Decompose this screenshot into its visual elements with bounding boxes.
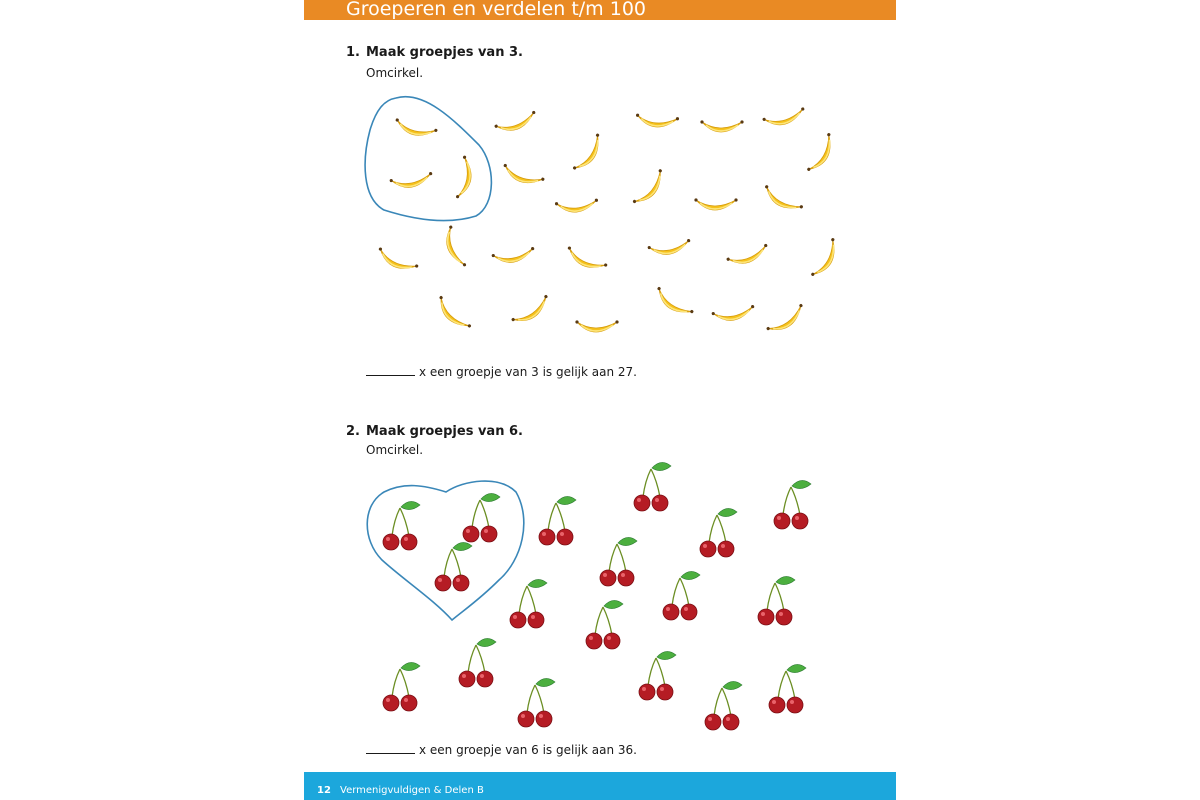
cherry-pair-icon	[518, 678, 555, 727]
group-outline	[367, 481, 524, 620]
cherry-pair-icon	[383, 501, 420, 550]
exercise-2-answer-blank[interactable]	[366, 741, 415, 754]
exercise-2-answer	[366, 741, 637, 757]
cherry-pair-icon	[435, 542, 472, 591]
exercise-1-number: 1.	[346, 45, 360, 60]
cherry-pair-icon	[459, 638, 496, 687]
cherry-pair-icon	[639, 651, 676, 700]
cherry-pair-icon	[586, 600, 623, 649]
cherry-pair-icon	[758, 576, 795, 625]
cherry-pair-icon	[463, 493, 500, 542]
exercise-1-instruction: Omcirkel.	[366, 66, 424, 80]
cherry-field	[304, 0, 896, 770]
cherry-pair-icon	[705, 681, 742, 730]
exercise-1-heading: Maak groepjes van 3.	[366, 45, 523, 60]
cherry-pair-icon	[769, 664, 806, 713]
cherry-pair-icon	[774, 480, 811, 529]
worksheet-page	[304, 0, 896, 800]
footer-bar	[304, 772, 896, 800]
exercise-2-instruction: Omcirkel.	[366, 443, 424, 457]
exercise-2-number: 2.	[346, 424, 360, 439]
cherry-pair-icon	[634, 462, 671, 511]
cherry-pair-icon	[663, 571, 700, 620]
book-title: Vermenigvuldigen & Delen B	[340, 785, 484, 796]
cherry-pair-icon	[510, 579, 547, 628]
exercise-2-heading: Maak groepjes van 6.	[366, 424, 523, 439]
page-number: 12	[317, 785, 331, 796]
cherry-pair-icon	[383, 662, 420, 711]
page-title: Groeperen en verdelen t/m 100	[346, 0, 646, 20]
cherry-pair-icon	[539, 496, 576, 545]
exercise-2-answer-text: x een groepje van 6 is gelijk aan 36.	[419, 743, 637, 757]
cherry-pair-icon	[700, 508, 737, 557]
exercise-1-answer-text: x een groepje van 3 is gelijk aan 27.	[419, 365, 637, 379]
cherry-pair-icon	[600, 537, 637, 586]
